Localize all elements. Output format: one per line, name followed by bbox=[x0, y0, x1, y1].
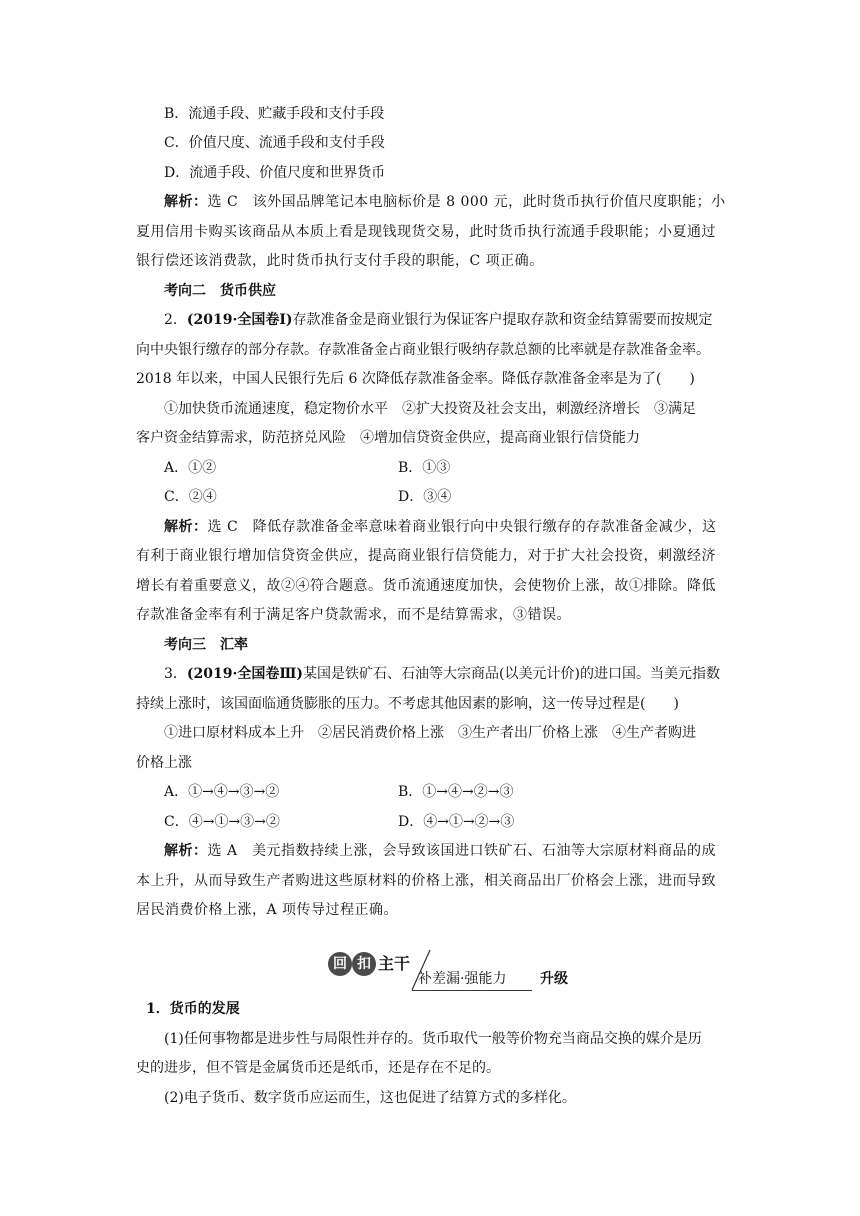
analysis-label: 解析： bbox=[164, 843, 208, 859]
q2-items-line1: ①加快货币流通速度，稳定物价水平 ②扩大投资及社会支出，刺激经济增长 ③满足 bbox=[164, 401, 696, 417]
q1-option-c: C．价值尺度、流通手段和支付手段 bbox=[164, 135, 385, 151]
banner-circle-char-2: 扣 bbox=[352, 952, 376, 976]
q3-items-line2: 价格上涨 bbox=[136, 755, 192, 771]
analysis-text: 选 A 美元指数持续上涨，会导致该国进口铁矿石、石油等大宗原材料商品的成 bbox=[207, 843, 717, 859]
q2-stem-line1 bbox=[164, 310, 713, 330]
q3-analysis-line1 bbox=[164, 841, 716, 861]
summary-p1-line1: (1)任何事物都是进步性与局限性并存的。货币取代一般等价物充当商品交换的媒介是历 bbox=[164, 1031, 702, 1047]
q3-option-c: C．④→①→③→② bbox=[164, 814, 280, 830]
summary-heading: 1．货币的发展 bbox=[146, 1001, 240, 1017]
q3-items-line1: ①进口原材料成本上升 ②居民消费价格上涨 ③生产者出厂价格上涨 ④生产者购进 bbox=[164, 725, 696, 741]
q3-option-d: D．④→①→②→③ bbox=[398, 814, 515, 830]
banner-main-text: 主干 bbox=[378, 954, 411, 973]
q1-analysis-line1 bbox=[164, 192, 726, 212]
q1-analysis-line3: 银行偿还该消费款，此时货币执行支付手段的职能，C 项正确。 bbox=[136, 253, 544, 269]
q2-analysis-line4: 存款准备金率有利于满足客户贷款需求，而不是结算需求，③错误。 bbox=[136, 607, 571, 623]
q2-stem-line2: 向中央银行缴存的部分存款。存款准备金占商业银行吸纳存款总额的比率就是存款准备金率。 bbox=[136, 342, 710, 358]
analysis-label: 解析： bbox=[164, 519, 208, 535]
question-source: (2019·全国卷Ⅲ) bbox=[186, 666, 304, 682]
banner-upgrade-text: 升级 bbox=[540, 971, 568, 987]
q3-analysis-line3: 居民消费价格上涨，A 项传导过程正确。 bbox=[136, 902, 399, 918]
analysis-label: 解析： bbox=[164, 194, 208, 210]
q2-analysis-line2: 有利于商业银行增加信贷资金供应，提高商业银行信贷能力，对于扩大社会投资，刺激经济 bbox=[136, 548, 716, 564]
q3-option-b: B．①→④→②→③ bbox=[398, 784, 514, 800]
summary-p2-line1: (2)电子货币、数字货币应运而生，这也促进了结算方式的多样化。 bbox=[164, 1090, 576, 1106]
summary-p1-line2: 史的进步，但不管是金属货币还是纸币，还是存在不足的。 bbox=[136, 1060, 500, 1076]
q2-analysis-line1 bbox=[164, 517, 717, 537]
q2-items-line2: 客户资金结算需求，防范挤兑风险 ④增加信贷资金供应，提高商业银行信贷能力 bbox=[136, 430, 640, 446]
q3-stem-line1 bbox=[164, 664, 720, 684]
section-heading-2: 考向二 货币供应 bbox=[164, 283, 276, 299]
question-number: 3． bbox=[164, 666, 187, 682]
q3-option-a: A．①→④→③→② bbox=[164, 784, 280, 800]
q1-analysis-line2: 夏用信用卡购买该商品从本质上看是现钱现货交易，此时货币执行流通手段职能；小夏通过 bbox=[136, 224, 716, 240]
q1-option-d: D．流通手段、价值尺度和世界货币 bbox=[164, 165, 386, 181]
banner-circle-char-1: 回 bbox=[328, 952, 352, 976]
section-heading-3: 考向三 汇率 bbox=[164, 637, 248, 653]
analysis-text: 选 C 该外国品牌笔记本电脑标价是 8 000 元，此时货币执行价值尺度职能；小 bbox=[207, 194, 726, 210]
analysis-text: 选 C 降低存款准备金率意味着商业银行向中央银行缴存的存款准备金减少，这 bbox=[207, 519, 717, 535]
section-banner bbox=[328, 948, 588, 992]
q2-option-c: C．②④ bbox=[164, 489, 217, 505]
banner-sub-text: 补差漏·强能力 bbox=[418, 971, 507, 987]
question-text: 存款准备金是商业银行为保证客户提取存款和资金结算需要而按规定 bbox=[292, 312, 713, 328]
q3-stem-line2: 持续上涨时，该国面临通货膨胀的压力。不考虑其他因素的影响，这一传导过程是( ) bbox=[136, 696, 679, 712]
question-source: (2019·全国卷Ⅰ) bbox=[186, 312, 293, 328]
q1-option-b: B．流通手段、贮藏手段和支付手段 bbox=[164, 106, 385, 122]
q2-analysis-line3: 增长有着重要意义，故②④符合题意。货币流通速度加快，会使物价上涨，故①排除。降低 bbox=[136, 578, 716, 594]
q2-option-a: A．①② bbox=[164, 460, 217, 476]
q2-option-d: D．③④ bbox=[398, 489, 452, 505]
banner-underline bbox=[412, 990, 532, 991]
q2-stem-line3: 2018 年以来，中国人民银行先后 6 次降低存款准备金率。降低存款准备金率是为了( ) bbox=[136, 371, 695, 387]
question-text: 某国是铁矿石、石油等大宗商品(以美元计价)的进口国。当美元指数 bbox=[303, 666, 720, 682]
question-number: 2． bbox=[164, 312, 187, 328]
q3-analysis-line2: 本上升，从而导致生产者购进这些原材料的价格上涨，相关商品出厂价格会上涨，进而导致 bbox=[136, 873, 716, 889]
q2-option-b: B．①③ bbox=[398, 460, 451, 476]
